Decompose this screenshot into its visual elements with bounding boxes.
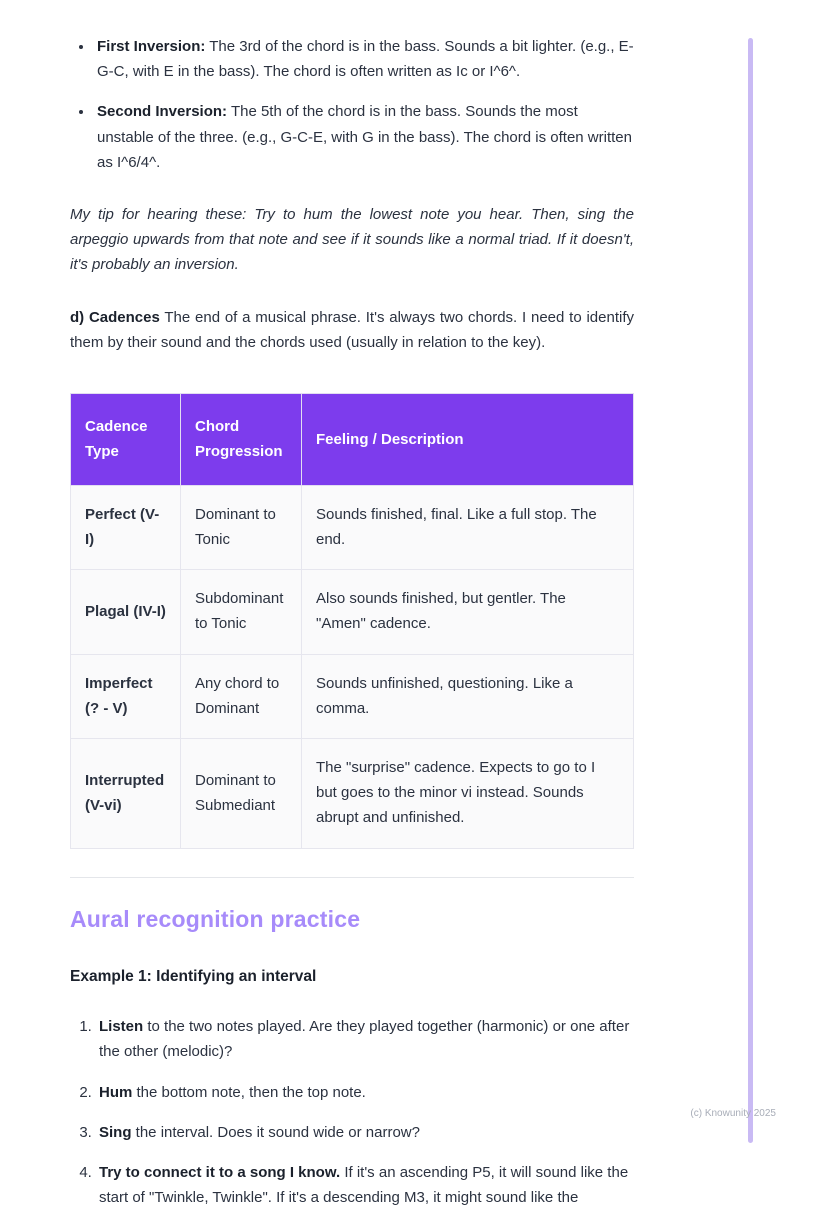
column-header-chord-progression: Chord Progression [181,393,302,485]
cell-chord-progression: Dominant to Tonic [181,485,302,570]
step-label: Listen [99,1018,144,1036]
example-heading: Example 1: Identifying an interval [70,968,317,986]
table-row [71,485,634,570]
cadences-label: d) Cadences [70,308,160,326]
cell-chord-progression: Subdominant to Tonic [181,570,302,655]
cell-cadence-type: Interrupted (V-vi) [71,739,181,848]
table-body [71,485,634,848]
table-row [71,739,634,848]
list-item-label: Second Inversion: [97,103,228,121]
step-text: to the two notes played. Are they played together (harmonic) or one after the other (melodic)? [99,1018,630,1061]
list-item-second-inversion [94,99,634,175]
list-item-text: The 3rd of the chord is in the bass. Sounds a bit lighter. (e.g., E-G-C, with E in the bass). The chord is often written as Ic or I^6^. [97,38,634,81]
step-item [96,1120,634,1145]
cell-chord-progression: Any chord to Dominant [181,654,302,739]
watermark: (c) Knowunity 2025 [690,1108,776,1119]
table-row [71,570,634,655]
list-item-text: The 5th of the chord is in the bass. Sounds the most unstable of the three. (e.g., G-C-E, with G in the bass). The chord is often written as I^6/4^. [97,103,632,171]
step-text: If it's an ascending P5, it will sound like the start of "Twinkle, Twinkle". If it's a descending M3, it might sound like the [99,1164,629,1207]
cell-feeling: Also sounds finished, but gentler. The "Amen" cadence. [302,570,634,655]
inversion-list [94,34,634,175]
list-item-first-inversion [94,34,634,84]
column-header-cadence-type: Cadence Type [71,393,181,485]
section-divider [70,877,634,878]
section-heading: Aural recognition practice [70,905,361,932]
step-item [96,1160,634,1210]
cadences-text: The end of a musical phrase. It's always two chords. I need to identify them by their sound and the chords used (usually in relation to the key). [70,308,634,351]
table-header-row [71,393,634,485]
document-content [70,34,634,1225]
cell-feeling: Sounds unfinished, questioning. Like a comma. [302,654,634,739]
step-item [96,1014,634,1064]
list-item-label: First Inversion: [97,38,206,55]
table-row [71,654,634,739]
steps-list [96,1014,634,1210]
step-text: the bottom note, then the top note. [136,1083,366,1101]
step-label: Hum [99,1083,133,1101]
step-label: Try to connect it to a song I know. [99,1164,341,1182]
cell-cadence-type: Imperfect (? - V) [71,654,181,739]
column-header-feeling-description: Feeling / Description [302,393,634,485]
cell-cadence-type: Plagal (IV-I) [71,570,181,655]
page-edge-bar [748,38,753,1143]
cell-feeling: The "surprise" cadence. Expects to go to I but goes to the minor vi instead. Sounds abrupt and unfinished. [302,739,634,848]
step-text: the interval. Does it sound wide or narrow? [135,1123,420,1141]
step-item [96,1080,634,1105]
cadence-table [70,393,634,849]
step-label: Sing [99,1123,132,1141]
tip-paragraph: My tip for hearing these: Try to hum the lowest note you hear. Then, sing the arpeggio upwards from that note and see if it sounds like a normal triad. If it doesn't, it's probably an inversion. [70,205,634,274]
cadences-paragraph [70,305,634,355]
cell-chord-progression: Dominant to Submediant [181,739,302,848]
table-header [71,393,634,485]
cell-cadence-type: Perfect (V-I) [71,485,181,570]
cell-feeling: Sounds finished, final. Like a full stop. The end. [302,485,634,570]
